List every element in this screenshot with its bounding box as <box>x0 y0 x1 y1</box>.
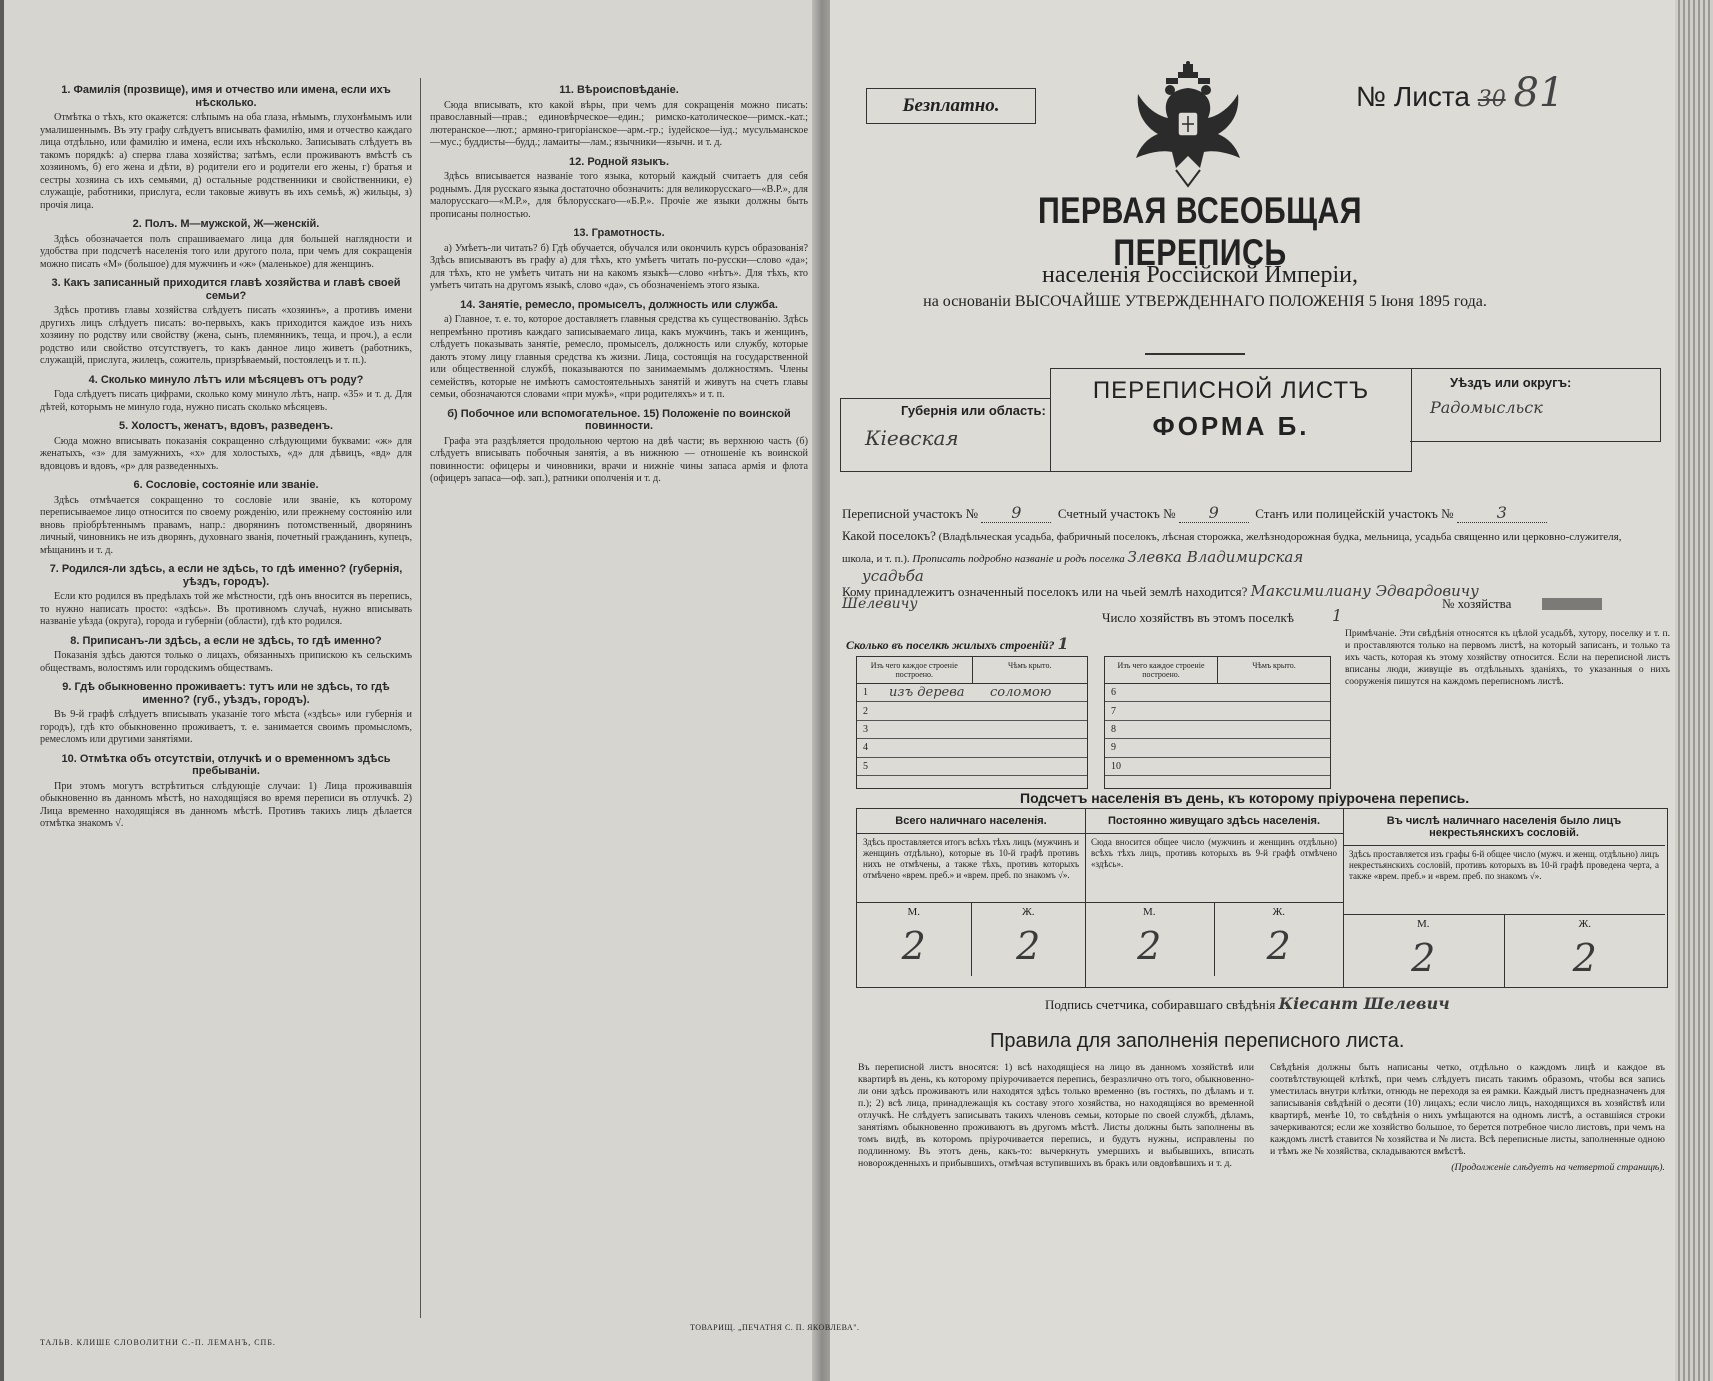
instruction-heading: 8. Приписанъ-ли здѣсь, а если не здѣсь, то гдѣ именно? <box>70 634 382 647</box>
building-row <box>857 739 1087 757</box>
instruction-heading: 7. Родился-ли здѣсь, а если не здѣсь, то гдѣ именно? (губернія, уѣздъ, городъ). <box>49 563 403 588</box>
instruction-text: При этомъ могутъ встрѣтиться слѣдующіе случаи: 1) Лица проживавшія обыкновенно въ данномъ мѣстѣ, но находящіяся во время переписи въ отлучкѣ. 2) Лица временно находящіяся въ данномъ мѣстѣ. Противъ такихъ лицъ дѣлается отмѣтка знакомъ √. <box>40 780 412 829</box>
rules-continuation: (Продолженіе слѣдуетъ на четвертой страницѣ). <box>1451 1162 1665 1173</box>
legal-basis: на основаніи ВЫСОЧАЙШЕ УТВЕРЖДЕННАГО ПОЛОЖЕНІЯ 5 Іюня 1895 года. <box>923 293 1487 310</box>
instruction-text: Показанія здѣсь даются только о лицахъ, обязанныхъ припискою къ сельскимъ обществамъ, волостямъ или городскимъ обществамъ. <box>40 650 412 674</box>
instruction-heading: 5. Холостъ, женатъ, вдовъ, разведенъ. <box>118 420 334 432</box>
building-row <box>1105 739 1330 757</box>
rules-column-2-text: Свѣдѣнія должны быть написаны четко, отдѣльно о каждомъ лицѣ и каждое въ соотвѣтствующей клѣткѣ, при чемъ слѣдуетъ писать такимъ образомъ, чтобы вся запись уместилась внутри клѣтки, отнюдь не переходя за ея рамки. Каждый листъ предназначенъ для записыванія свѣдѣній о десяти (10) лицахъ; если число лицъ, находящихся въ хозяйствѣ или квартирѣ, менѣе 10, то свѣдѣнія о нихъ умѣщаются на одномъ листѣ, а оставшіяся строки зачеркиваются; если же хозяйство большое, то берется потребное число листовъ, при чемъ на каждомъ листѣ ставится № хозяйства и № листа. Всѣ переписные листы, заполненные одною и тѣмъ же № хозяйства, складываются вмѣстѣ. <box>1270 1062 1665 1157</box>
instruction-heading: 3. Какъ записанный приходится главѣ хозяйства и главѣ своей семьи? <box>51 277 401 302</box>
instruction-text: Здѣсь противъ главы хозяйства слѣдуетъ писать «хозяинъ», а противъ имени другихъ лицъ слѣдуетъ писать: во-первыхъ, какъ приходится каждое изъ нихъ хозяину по родству или свойству (жена, сынъ, племянникъ, теща, и проч.), а если родство или свойство отсутствуетъ, то какъ данное лицо живетъ (работникъ, служащій, прислуга, жилецъ, сожитель, призрѣваемый, постоялецъ и т. п.). <box>40 305 412 366</box>
instruction-heading: 13. Грамотность. <box>573 227 665 239</box>
population-column-desc: Сюда вносится общее число (мужчинъ и женщинъ отдѣльно) всѣхъ тѣхъ лицъ, противъ которыхъ въ 9-й графѣ отмѣчено «здѣсь». <box>1091 837 1337 869</box>
building-row <box>1105 684 1330 702</box>
district-box <box>1410 368 1661 442</box>
sheet-number <box>1356 70 1564 116</box>
instruction-heading: 11. Вѣроисповѣданіе. <box>559 84 679 96</box>
buildings-table-header-right <box>1105 657 1330 684</box>
district-label: Уѣздъ или округъ: <box>1450 375 1572 390</box>
building-row <box>1105 721 1330 739</box>
census-district-label: Переписной участокъ № <box>842 506 979 521</box>
instruction-heading: 4. Сколько минуло лѣтъ или мѣсяцевъ отъ роду? <box>88 373 364 386</box>
buildings-note: Примѣчаніе. Эти свѣдѣнія относятся къ цѣлой усадьбѣ, хутору, поселку и т. п. и проставляются только на первомъ листѣ, на который записанъ, и только та ихъ часть, которая къ этому хозяйству относится. Если на переписной листъ вписаны люди, живущіе въ отдѣльныхъ зданіяхъ, то указанныя о нихъ сооруженія пишутся на каждомъ переписномъ листѣ. <box>1345 628 1670 687</box>
building-roof: соломою <box>990 685 1052 701</box>
building-row-number: 6 <box>1111 687 1116 699</box>
settlement-row <box>842 526 1652 569</box>
instruction-text: Сюда можно вписывать показанія сокращенно слѣдующими буквами: «ж» для женатыхъ, «з» для замужнихъ, «х» для холостыхъ, «д» для дѣвицъ, «вд» для вдовцовъ и вдовъ, «р» для разведенныхъ. <box>40 435 412 472</box>
female-count: 2 <box>1266 924 1291 968</box>
count-district-label: Счетный участокъ № <box>1057 506 1176 521</box>
free-of-charge-box: Безплатно. <box>866 88 1036 124</box>
rules-column-1: Въ переписной листъ вносятся: 1) всѣ находящіеся на лицо въ данномъ хозяйствѣ или квартирѣ въ день, къ которому пріурочивается перепись, безразлично отъ того, обыкновенно-ли они здѣсь проживаютъ или находятся здѣсь только временно (въ гостяхъ, по дѣламъ и т. п.); 2) всѣ лица, принадлежащія къ составу этого хозяйства, но находящіяся во временной отлучкѣ. Не слѣдуетъ записывать такихъ членовъ семьи, которые по своей службѣ, дѣламъ, занятіямъ обыкновенно проживаютъ въ другомъ мѣстѣ. Листы должны быть заполнены въ томъ видѣ, въ которомъ пріурочивается перепись, и будутъ нужны, исправлены по подлинному. Въ этотъ день, какъ-то: вычеркнуть умершихъ и выбывшихъ, вписать новорожденныхъ и прибывшихъ, отмѣчая вступившихъ въ бракъ или овдовѣвшихъ и т. д. <box>858 1062 1254 1169</box>
sheet-number-struck: 30 <box>1477 87 1506 112</box>
male-label: М. <box>1343 915 1505 933</box>
instruction-text: Здѣсь обозначается полъ спрашиваемаго лица для большей наглядности и удобства при подсчетѣ населенія того или другого пола, при чемъ для сокращенія можно писать «М» (большое) для мужчинъ и «ж» (маленькое) для женщинъ. <box>40 233 412 270</box>
instruction-text: а) Главное, т. е. то, которое доставляетъ главныя средства къ существованію. Здѣсь непремѣнно противъ каждаго записываемаго лица, какъ мужчинъ, такъ и женщинъ, слѣдуетъ показывать занятіе, ремесло, промыселъ, должность или службу, которые даютъ этому лицу главныя средства къ жизни. Лица, состоящія на государственной или общественной службѣ, показываются по занимаемымъ должностямъ. Члены семействъ, которые не имѣютъ самостоятельныхъ занятій и живутъ на счетъ главы семьи, обозначаются словами «при мужѣ», «при родителяхъ» и т. п. <box>430 314 808 400</box>
settlement-hint: (Владѣльческая усадьба, фабричный поселокъ, лѣсная сторожка, желѣзнодорожная будка, мельница, усадьба священно или церковно-служителя, школа, и т. п.). <box>842 531 1622 565</box>
female-label: Ж. <box>1578 918 1592 930</box>
settlement-value-2: усадьба <box>862 567 924 585</box>
census-subtitle: населенія Россійской Имперіи, <box>1042 262 1358 288</box>
instruction-text: Года слѣдуетъ писать цифрами, сколько кому минуло лѣтъ, напр. «35» и т. д. Для дѣтей, которымъ не минуло года, нужно писать сколько мѣсяцевъ. <box>40 389 412 413</box>
population-column <box>1085 809 1344 987</box>
printer-footer-middle: ТОВАРИЩ. „ПЕЧАТНЯ С. П. ЯКОВЛЕВА". <box>690 1323 860 1332</box>
building-row <box>857 721 1087 739</box>
instruction-heading: 9. Гдѣ обыкновенно проживаетъ: тутъ или не здѣсь, то гдѣ именно? (губ., уѣздъ, городъ). <box>62 681 390 706</box>
province-value: Кіевская <box>865 426 959 450</box>
instruction-heading: б) Побочное или вспомогательное. 15) Положеніе по воинской повинности. <box>447 407 791 432</box>
participants-row <box>842 503 1547 523</box>
count-district-value: 9 <box>1179 503 1249 523</box>
page-edges <box>1675 0 1713 1381</box>
female-label: Ж. <box>1272 906 1286 918</box>
instruction-heading: 10. Отмѣтка объ отсутствіи, отлучкѣ и о временномъ здѣсь пребываніи. <box>61 752 391 777</box>
households-value: 1 <box>1332 606 1343 625</box>
sex-header-row <box>857 902 1085 921</box>
instruction-text: Здѣсь вписывается названіе того языка, который каждый считаетъ для себя роднымъ. Для русскаго языка достаточно обозначить: для великорусскаго—«В.Р.», для малорусскаго—«М.Р.», для бѣлорусскаго—«Б.Р.». Прочіе же языки должны быть прописаны полностью. <box>430 171 808 220</box>
printer-footer-left: ТАЛЬВ. КЛИШЕ СЛОВОЛИТНИ С.-П. ЛЕМАНЪ, СПБ. <box>40 1338 276 1347</box>
buildings-value: 1 <box>1057 634 1069 653</box>
rules-title: Правила для заполненія переписного листа. <box>990 1030 1405 1052</box>
instruction-text: Въ 9-й графѣ слѣдуетъ вписывать указаніе того мѣста («здѣсь» или губернія и городъ), гдѣ кто обыкновенно проживаетъ, т. е. занимается своимъ промысломъ, ремесломъ или другими занятіями. <box>40 709 412 745</box>
instruction-text: Здѣсь отмѣчается сокращенно то сословіе или званіе, къ которому переписываемое лицо относится по своему рожденію, или прежнему состоянію или вновь пріобрѣтеннымъ правамъ, напр.: дворянинъ потомственный, дворянинъ личный, чиновникъ не изъ дворянъ, духовнаго званія, почетный гражданинъ, купецъ, мѣщанинъ и т. д. <box>40 494 412 556</box>
population-column-header: Всего наличнаго населенія. <box>857 809 1085 834</box>
owner-value-2: Шелевичу <box>842 596 918 612</box>
material-header-right: Изъ чего каждое строеніе построено. <box>1105 657 1218 683</box>
instruction-heading: 14. Занятіе, ремесло, промыселъ, должность или служба. <box>460 298 778 311</box>
sex-header-row <box>1085 902 1343 921</box>
instruction-heading: 1. Фамилія (прозвище), имя и отчество или имена, если ихъ нѣсколько. <box>61 84 391 109</box>
building-row-number: 2 <box>863 705 868 717</box>
settlement-value: Злевка Владимирская <box>1127 548 1304 566</box>
owner-value: Максимилиану Эдвардовичу <box>1250 582 1479 600</box>
province-label: Губернія или область: <box>901 403 1046 418</box>
households-row <box>842 596 1657 625</box>
male-count: 2 <box>1085 921 1215 976</box>
building-row-number: 9 <box>1111 742 1116 754</box>
population-column <box>857 809 1086 987</box>
population-column-header: Постоянно живущаго здѣсь населенія. <box>1085 809 1343 834</box>
building-row-number: 8 <box>1111 723 1116 735</box>
buildings-table-left <box>856 656 1088 789</box>
instructions-column-2 <box>430 78 808 1308</box>
population-column <box>1343 809 1665 987</box>
enumerator-signature-row <box>1045 994 1450 1013</box>
population-count-title: Подсчетъ населенія въ день, къ которому пріурочена перепись. <box>1020 790 1470 806</box>
sheet-number-label: № Листа <box>1356 81 1470 112</box>
instruction-heading: 2. Полъ. М—мужской, Ж—женскій. <box>132 218 320 230</box>
settlement-hint-2: Прописать подробно названіе и родъ поселка <box>912 553 1125 565</box>
roof-header: Чѣмъ крыто. <box>1008 661 1052 670</box>
form-header <box>840 368 1660 480</box>
female-count: 2 <box>1572 936 1597 980</box>
male-count: 2 <box>1343 933 1505 988</box>
household-number-label: № хозяйства <box>1442 596 1512 611</box>
building-row-number: 5 <box>863 760 868 772</box>
imperial-eagle-emblem <box>1128 60 1248 190</box>
district-value: Радомысльск <box>1430 398 1543 417</box>
buildings-row <box>846 634 1069 653</box>
instruction-text: Сюда вписывать, кто какой вѣры, при чемъ для сокращенія можно писать: православный—прав.; единовѣрческое—един.; римско-католическое—римск.-кат.; лютеранское—лют.; армяно-григоріанское—арм.-гр.; іудейское—іуд.; мусульманское—мус.; буддисты—будд.; ламаиты—лам.; язычники—язычн. и т. д. <box>430 99 808 148</box>
roof-header-right: Чѣмъ крыто. <box>1252 661 1296 670</box>
female-count: 2 <box>1016 924 1041 968</box>
instructions-column-1 <box>40 78 412 1308</box>
buildings-table-header <box>857 657 1087 684</box>
rules-column-2 <box>1270 1062 1665 1174</box>
buildings-label: Сколько въ поселкѣ жилыхъ строеній? <box>846 638 1055 652</box>
stan-value: 3 <box>1457 503 1547 523</box>
population-values <box>1085 921 1343 976</box>
male-label: М. <box>857 903 972 921</box>
population-count-table <box>856 808 1668 988</box>
instruction-text: Если кто родился въ предѣлахъ той же мѣстности, гдѣ онъ вносится въ перепись, то нужно написать просто: «здѣсь». Въ противномъ случаѣ, нужно вписывать названіе уѣзда (округа), города и губерніи (области), гдѣ кто родился. <box>40 591 412 627</box>
form-title-box <box>1050 368 1412 472</box>
female-label: Ж. <box>1021 906 1035 918</box>
sex-header-row <box>1343 914 1665 933</box>
instruction-heading: 12. Родной языкъ. <box>568 155 669 168</box>
sheet-number-value: 81 <box>1513 70 1565 116</box>
male-count: 2 <box>857 921 972 976</box>
form-title: ПЕРЕПИСНОЙ ЛИСТЪ <box>1092 377 1370 404</box>
building-row-number: 4 <box>863 742 868 754</box>
population-values <box>857 921 1085 976</box>
instruction-text: Графа эта раздѣляется продольною чертою на двѣ части; въ верхнюю часть (б) слѣдуетъ вписывать побочныя занятія, а въ нижнюю — отношеніе къ воинской повинности: офицеры и чиновники, врачи и нижніе чины запаса армія и флота (офицеръ запаса—оф. зап.), ратники ополченія и т. д. <box>430 435 808 484</box>
buildings-table-right <box>1104 656 1331 789</box>
building-material: изъ дерева <box>889 685 965 701</box>
stan-label: Станъ или полицейскій участокъ № <box>1255 506 1454 521</box>
building-row <box>857 758 1087 776</box>
building-row-number: 3 <box>863 723 868 735</box>
building-row-number: 7 <box>1111 705 1116 717</box>
instruction-text: а) Умѣетъ-ли читать? б) Гдѣ обучается, обучался или окончилъ курсъ образованія? Здѣсь вписываютъ въ графу а) для тѣхъ, кто умѣетъ читать по-русски—слово «да»; для тѣхъ, кто не умѣетъ читать ни на какомъ языкѣ—слово «нѣтъ». Для тѣхъ, кто умѣетъ читать на другомъ языкѣ, слово «да», съ обозначеніемъ этого языка. <box>430 242 808 291</box>
owner-label: Кому принадлежитъ означенный поселокъ или на чьей землѣ находится? <box>842 584 1248 599</box>
signature-label: Подпись счетчика, собиравшаго свѣдѣнія <box>1045 997 1276 1012</box>
building-row <box>1105 702 1330 720</box>
material-header: Изъ чего каждое строеніе построено. <box>857 657 973 683</box>
building-row-number: 10 <box>1111 760 1121 772</box>
household-number-redacted <box>1542 598 1602 610</box>
population-column-header: Въ числѣ наличнаго населенія было лицъ некрестьянскихъ сословій. <box>1343 809 1665 846</box>
instruction-text: Отмѣтка о тѣхъ, кто окажется: слѣпымъ на оба глаза, нѣмымъ, глухонѣмымъ или умалишеннымъ. Въ эту графу слѣдуетъ вписывать фамилію, имя и отчество каждаго лица отдѣльно, или фамилію и имена, если ихъ нѣсколько. Записывать слѣдуетъ въ такомъ порядкѣ: а) сперва глава хозяйства; затѣмъ, если проживаютъ вмѣстѣ съ хозяиномъ, б) его жена и дѣти, в) родители его и родители его жены, г) братья и сестры хозяина съ ихъ семьями, д) остальные родственники и свойственники, е) служащіе, работники, прислуга, если таковые живутъ въ ихъ семьѣ, ж) жильцы, з) прочія лица. <box>40 112 412 211</box>
census-district-value: 9 <box>981 503 1051 523</box>
census-title: ПЕРВАЯ ВСЕОБЩАЯ ПЕРЕПИСЬ <box>1038 190 1362 273</box>
building-row <box>857 684 1087 702</box>
settlement-label: Какой поселокъ? <box>842 528 936 543</box>
building-row <box>1105 758 1330 776</box>
population-column-desc: Здѣсь проставляется изъ графы 6-й общее число (мужч. и женщ. отдѣльно) лицъ некрестьянскихъ сословій, противъ которыхъ въ 10-й графѣ проведена черта, а также «врем. преб.» и «врем. преб. по знакомъ √». <box>1349 849 1659 881</box>
male-label: М. <box>1085 903 1215 921</box>
building-row <box>857 702 1087 720</box>
column-divider <box>420 78 421 1318</box>
population-values <box>1343 933 1665 988</box>
province-box <box>840 398 1051 472</box>
signature-value: Кіесант Шелевич <box>1278 994 1450 1013</box>
form-type: ФОРМА Б. <box>1152 411 1310 441</box>
population-column-desc: Здѣсь проставляется итогъ всѣхъ тѣхъ лицъ (мужчинъ и женщинъ отдѣльно), которые въ 10-й графѣ противъ нихъ не отмѣчены, а также тѣхъ, противъ которыхъ отмѣчено «врем. преб.» и «врем. преб. по знакомъ √». <box>863 837 1079 880</box>
building-row-number: 1 <box>863 687 868 699</box>
households-label: Число хозяйствъ въ этомъ поселкѣ <box>1102 610 1294 625</box>
title-rule <box>1145 353 1245 355</box>
instruction-heading: 6. Сословіе, состояніе или званіе. <box>133 479 319 491</box>
